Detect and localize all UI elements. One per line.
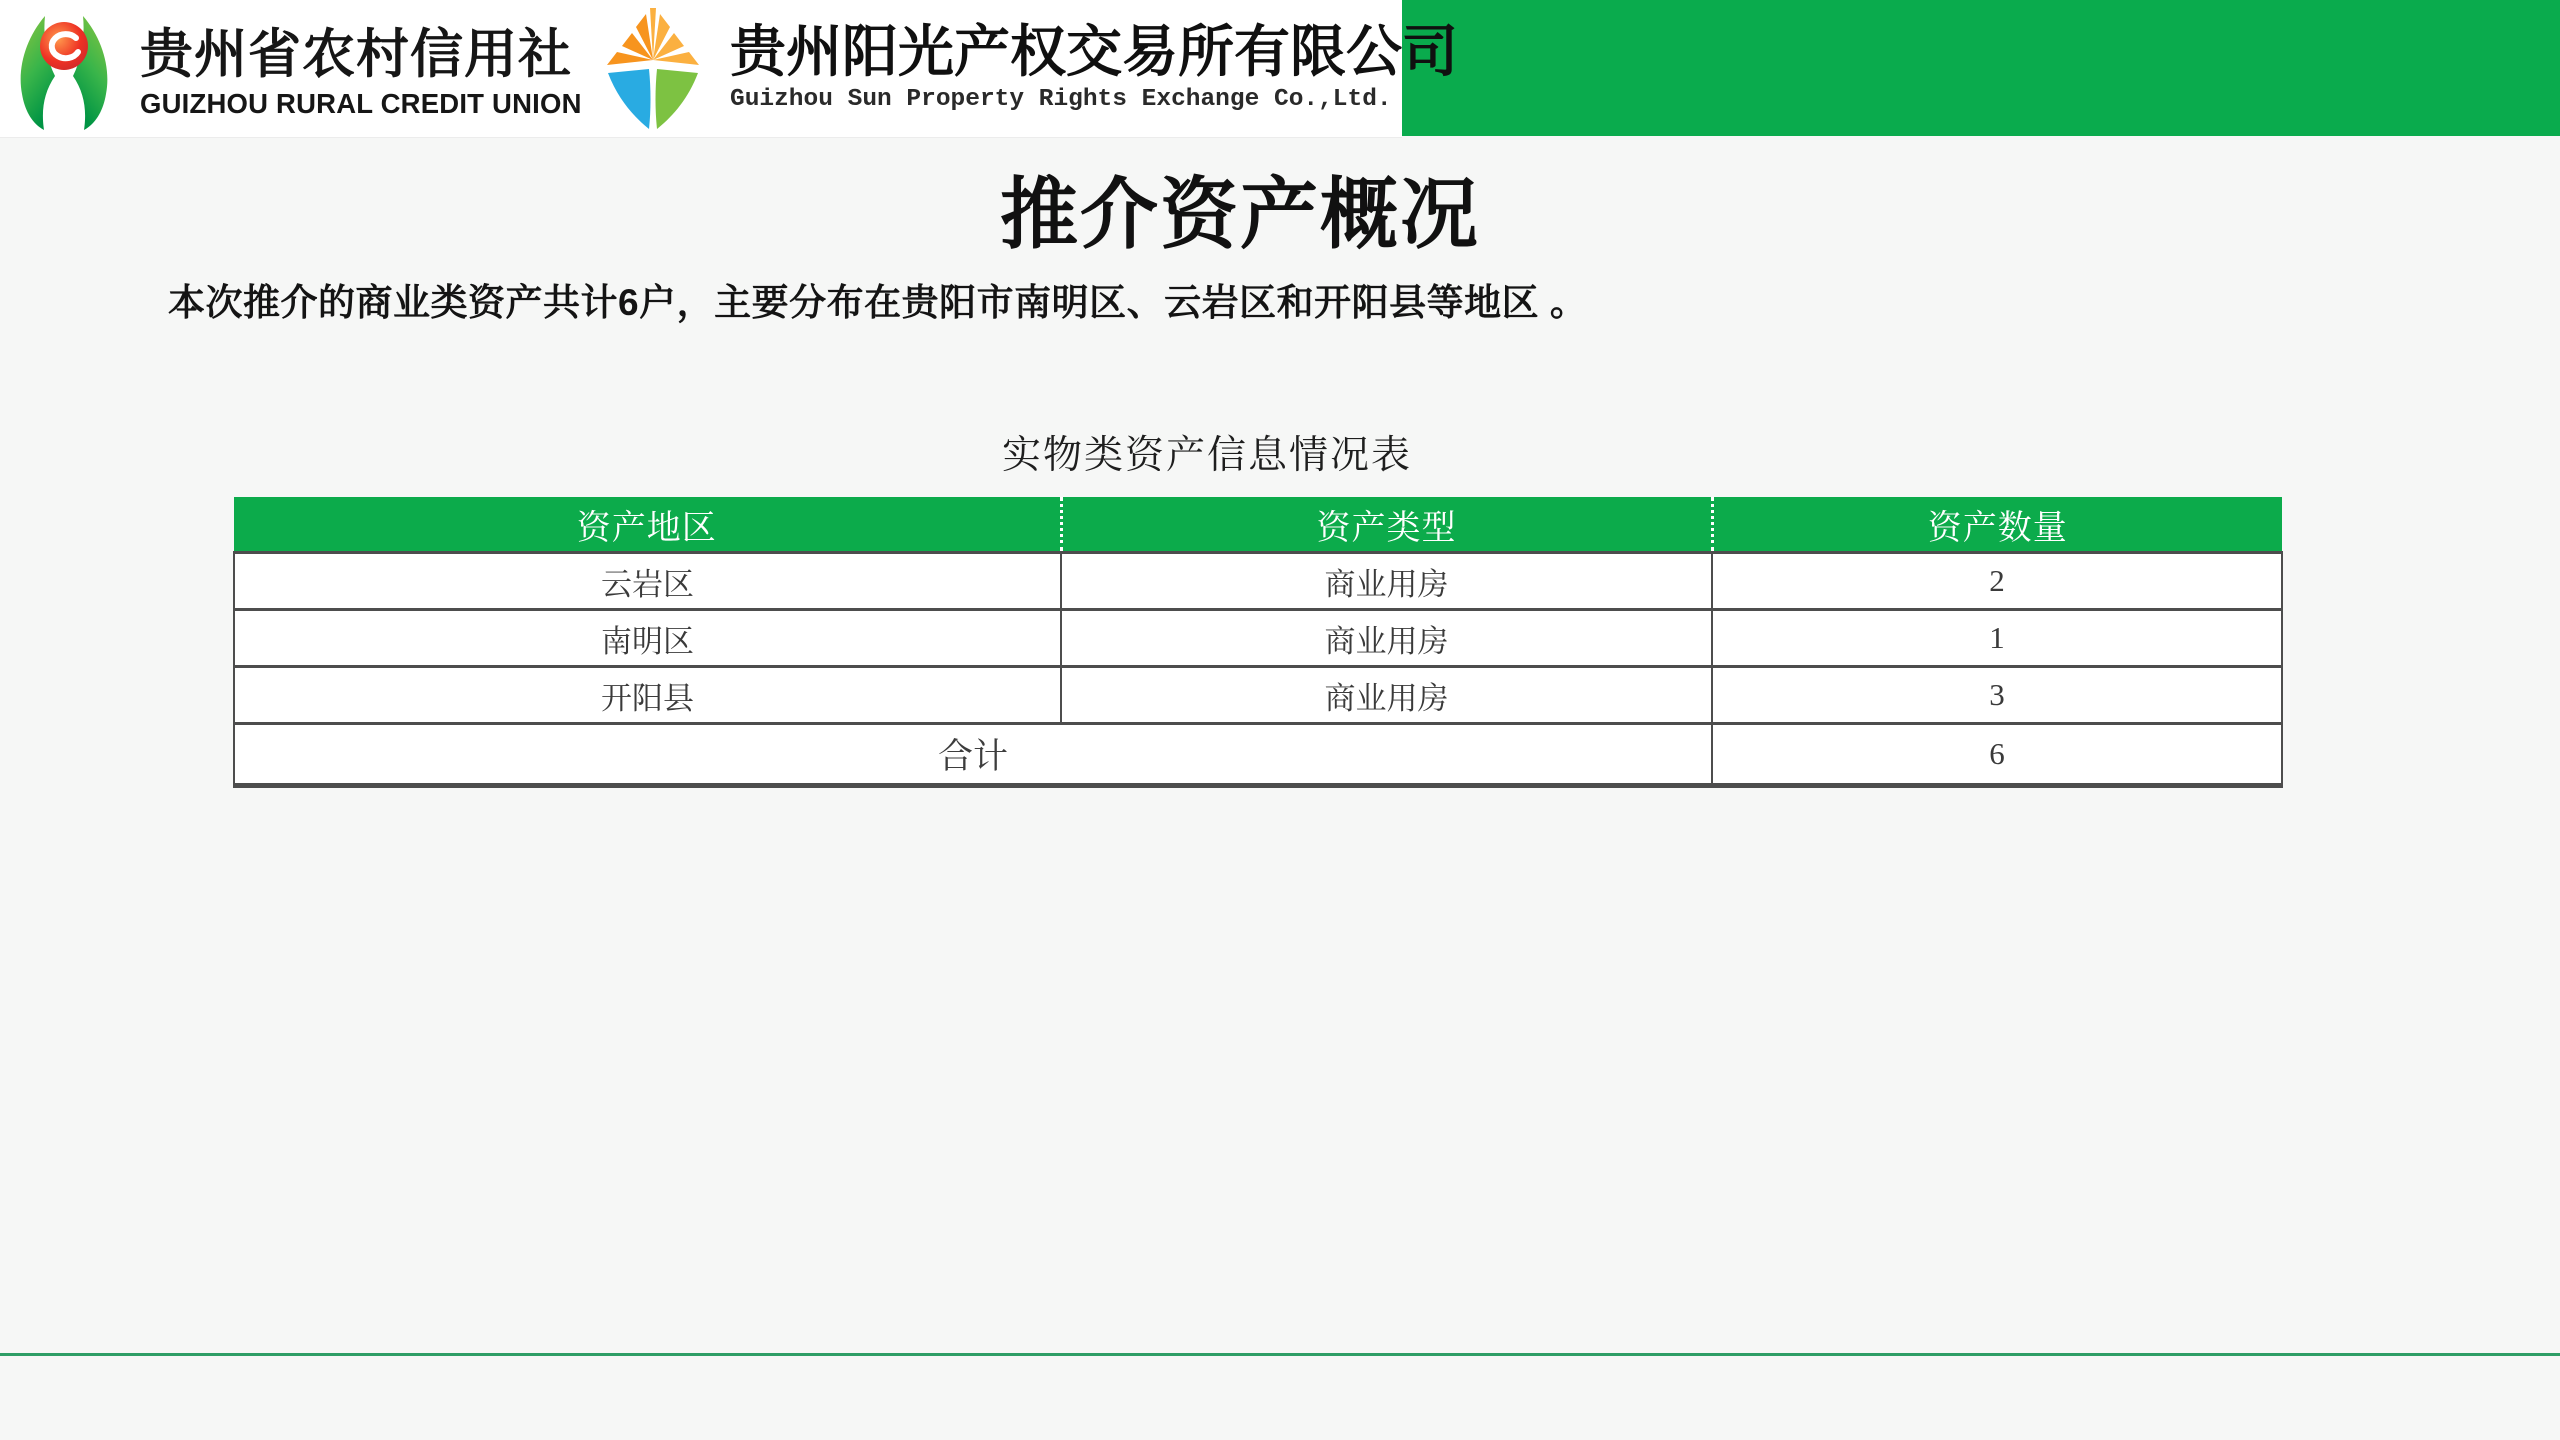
- credit-union-name-en: GUIZHOU RURAL CREDIT UNION: [140, 88, 582, 120]
- asset-table: [233, 497, 2283, 788]
- cell-region: 云岩区: [234, 553, 1061, 610]
- bottom-divider-line: [0, 1353, 2560, 1356]
- table-row: [234, 553, 2282, 610]
- cell-region: 南明区: [234, 610, 1061, 667]
- credit-union-name-cn: 贵州省农村信用社: [140, 24, 572, 84]
- cell-quantity: 2: [1712, 553, 2282, 610]
- table-total-row: [234, 724, 2282, 786]
- cell-type: 商业用房: [1061, 610, 1712, 667]
- exchange-logo: [592, 2, 1458, 134]
- table-caption: 实物类资产信息情况表: [1001, 434, 1412, 477]
- header-green-bar: [1402, 0, 2560, 136]
- cell-type: 商业用房: [1061, 667, 1712, 724]
- exchange-name-cn: 贵州阳光产权交易所有限公司: [730, 19, 1458, 83]
- table-header-row: [234, 497, 2282, 553]
- exchange-sun-emblem-icon: [592, 2, 714, 134]
- summary-text: 本次推介的商业类资产共计6户，主要分布在贵阳市南明区、云岩区和开阳县等地区 。: [168, 282, 1588, 323]
- column-header-region: 资产地区: [234, 497, 1061, 553]
- cell-quantity: 1: [1712, 610, 2282, 667]
- credit-union-emblem-icon: [12, 14, 116, 132]
- credit-union-logo: [12, 14, 582, 132]
- credit-union-logo-text: [140, 26, 582, 120]
- table-row: [234, 667, 2282, 724]
- total-label: 合计: [234, 724, 1712, 786]
- cell-type: 商业用房: [1061, 553, 1712, 610]
- total-value: 6: [1712, 724, 2282, 786]
- page-title: 推介资产概况: [999, 170, 1480, 258]
- exchange-name-en: Guizhou Sun Property Rights Exchange Co.,Ltd.: [730, 86, 1392, 114]
- column-header-type: 资产类型: [1061, 497, 1712, 553]
- cell-region: 开阳县: [234, 667, 1061, 724]
- column-header-quantity: 资产数量: [1712, 497, 2282, 553]
- cell-quantity: 3: [1712, 667, 2282, 724]
- table-row: [234, 610, 2282, 667]
- exchange-logo-text: [730, 19, 1458, 114]
